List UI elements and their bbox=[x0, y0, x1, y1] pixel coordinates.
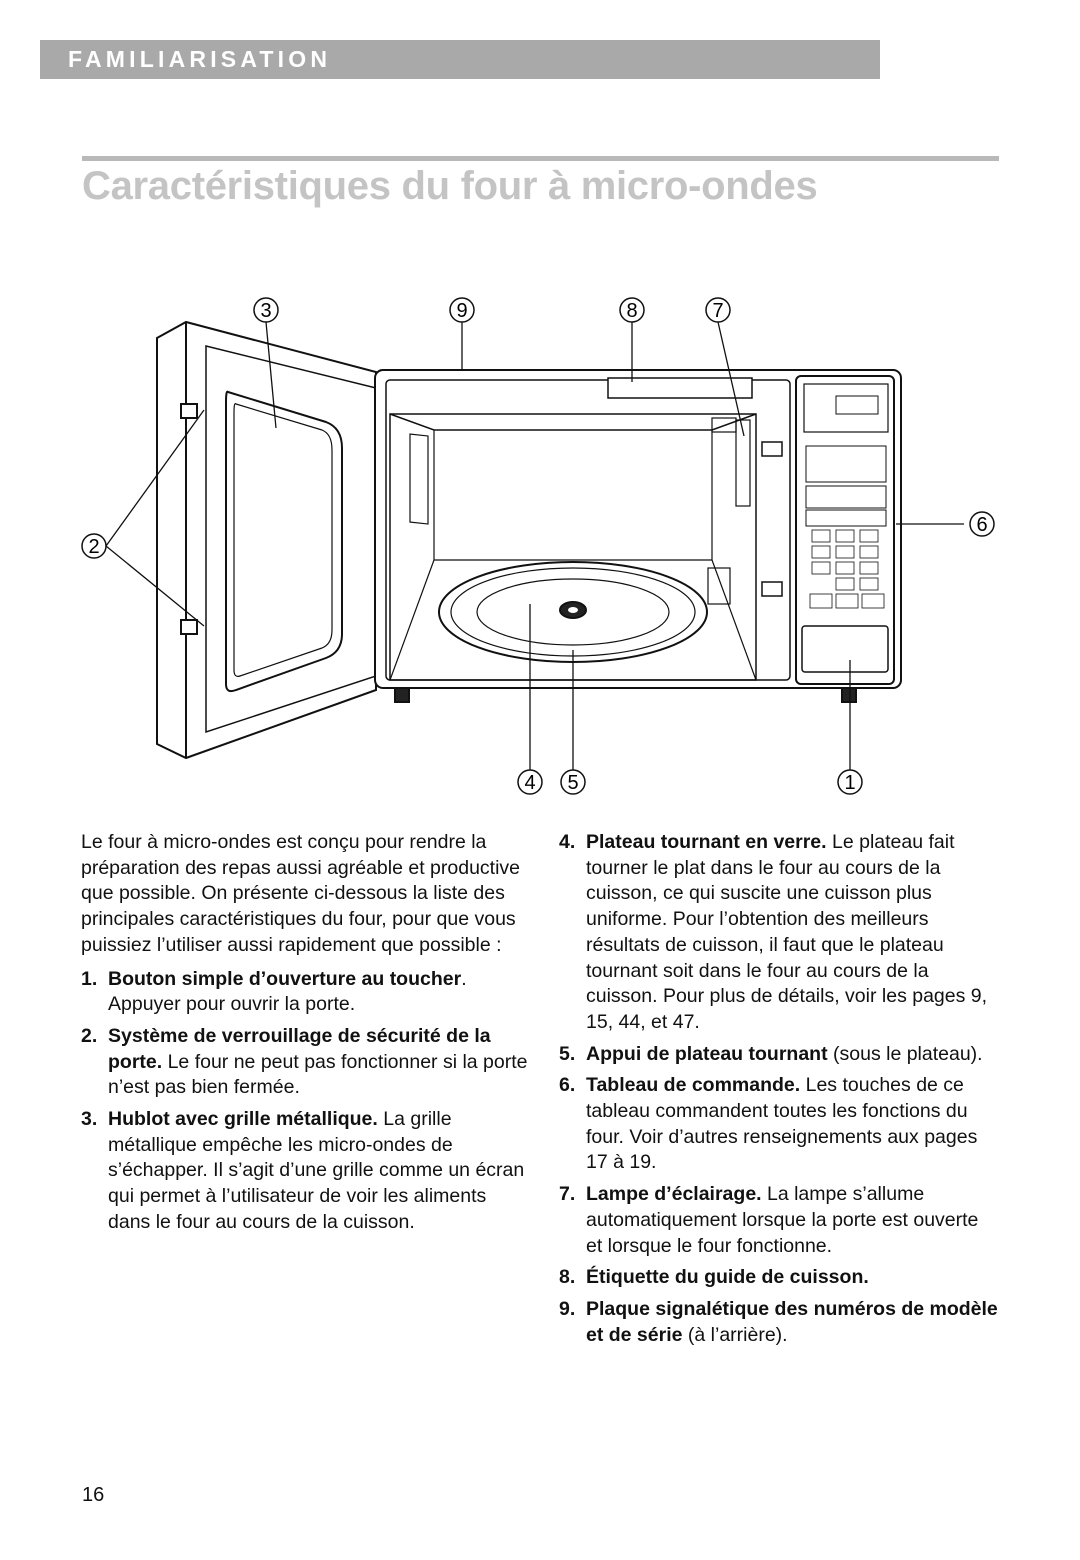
page-title: Caractéristiques du four à micro-ondes bbox=[82, 164, 818, 208]
page-number: 16 bbox=[82, 1484, 105, 1506]
list-item bbox=[559, 1297, 999, 1348]
list-item bbox=[559, 830, 999, 1036]
item-title: Appui de plateau tournant bbox=[586, 1042, 828, 1065]
callout-6 bbox=[970, 512, 994, 536]
svg-text:3: 3 bbox=[260, 300, 272, 322]
item-number: 6. bbox=[559, 1074, 576, 1097]
item-title: Plateau tournant en verre. bbox=[586, 831, 827, 853]
item-text: Le four ne peut pas fonctionner si la porte n’est pas bien fermée. bbox=[108, 1050, 528, 1099]
item-number: 2. bbox=[81, 1024, 98, 1047]
item-title: Bouton simple d’ouverture au toucher bbox=[108, 967, 462, 990]
item-number: 1. bbox=[81, 967, 98, 990]
item-number: 9. bbox=[559, 1297, 576, 1320]
callout-8 bbox=[620, 298, 644, 322]
callout-3 bbox=[254, 298, 278, 322]
item-text: . Appuyer pour ouvrir la porte. bbox=[108, 967, 467, 1016]
item-number: 3. bbox=[81, 1108, 98, 1131]
item-title: Hublot avec grille métallique. bbox=[108, 1108, 378, 1131]
item-title: Étiquette du guide de cuisson. bbox=[586, 1266, 869, 1289]
svg-text:6: 6 bbox=[976, 514, 988, 536]
list-item bbox=[81, 967, 533, 1018]
item-text: (à l’arrière). bbox=[682, 1323, 788, 1346]
item-number: 8. bbox=[559, 1266, 576, 1289]
svg-text:2: 2 bbox=[88, 536, 100, 558]
callout-2 bbox=[82, 534, 106, 558]
list-item bbox=[559, 1073, 999, 1176]
list-item bbox=[559, 1182, 999, 1259]
item-title: Lampe d’éclairage. bbox=[586, 1183, 762, 1206]
item-title: Tableau de commande. bbox=[586, 1074, 801, 1097]
item-number: 7. bbox=[559, 1183, 576, 1206]
item-text: Les touches de ce tableau commandent toutes les fonctions du four. Voir d’autres renseignements aux pages 17 à 19. bbox=[586, 1074, 978, 1174]
section-header-label: FAMILIARISATION bbox=[68, 46, 332, 72]
list-item bbox=[81, 1107, 533, 1236]
svg-text:1: 1 bbox=[844, 772, 856, 794]
callout-5 bbox=[561, 770, 585, 794]
item-number: 4. bbox=[559, 831, 576, 853]
item-number: 5. bbox=[559, 1042, 576, 1065]
item-title: Système de verrouillage de sécurité de la porte. bbox=[108, 1024, 491, 1073]
section-header-bar bbox=[40, 40, 880, 79]
svg-text:5: 5 bbox=[567, 772, 579, 794]
item-title: Plaque signalétique des numéros de modèle et de série bbox=[586, 1297, 998, 1346]
control-panel bbox=[796, 376, 894, 684]
svg-text:8: 8 bbox=[626, 300, 638, 322]
intro-paragraph: Le four à micro-ondes est conçu pour rendre la préparation des repas aussi agréable et productive que possible. On présente ci-dessous la liste des principales caractéristiques du four, pour que vous puissiez l’utiliser aussi rapidement que possible : bbox=[81, 831, 521, 956]
callout-4 bbox=[518, 770, 542, 794]
list-item bbox=[559, 1042, 999, 1068]
item-text: Le plateau fait tourner le plat dans le four au cours de la cuisson, ce qui suscite une cuisson plus uniforme. Pour l’obtention des meilleurs résultats de cuisson, il faut que le plateau tournant soit dans le four au cours de la cuisson. Pour plus de détails, voir les pages 9, 15, 44, et 47. bbox=[586, 831, 988, 1033]
cooking-guide-label bbox=[608, 378, 752, 398]
callout-7 bbox=[706, 298, 730, 322]
item-text: La lampe s’allume automatiquement lorsque la porte est ouverte et lorsque le four fonctionne. bbox=[586, 1183, 979, 1257]
svg-text:4: 4 bbox=[524, 772, 536, 794]
list-item bbox=[559, 1265, 999, 1291]
svg-text:9: 9 bbox=[456, 300, 468, 322]
left-column bbox=[81, 830, 533, 1242]
title-rule bbox=[82, 156, 999, 161]
list-item bbox=[81, 1024, 533, 1101]
callout-1 bbox=[838, 770, 862, 794]
svg-text:7: 7 bbox=[712, 300, 724, 322]
item-text: (sous le plateau). bbox=[827, 1042, 983, 1065]
oven-door bbox=[157, 322, 376, 758]
callout-9 bbox=[450, 298, 474, 322]
microwave-diagram bbox=[0, 280, 1080, 810]
item-text: La grille métallique empêche les micro-ondes de s’échapper. Il s’agit d’une grille comme un écran qui permet à l’utilisateur de voir les aliments dans le four au cours de la cuisson. bbox=[108, 1108, 525, 1233]
right-column bbox=[559, 830, 999, 1354]
